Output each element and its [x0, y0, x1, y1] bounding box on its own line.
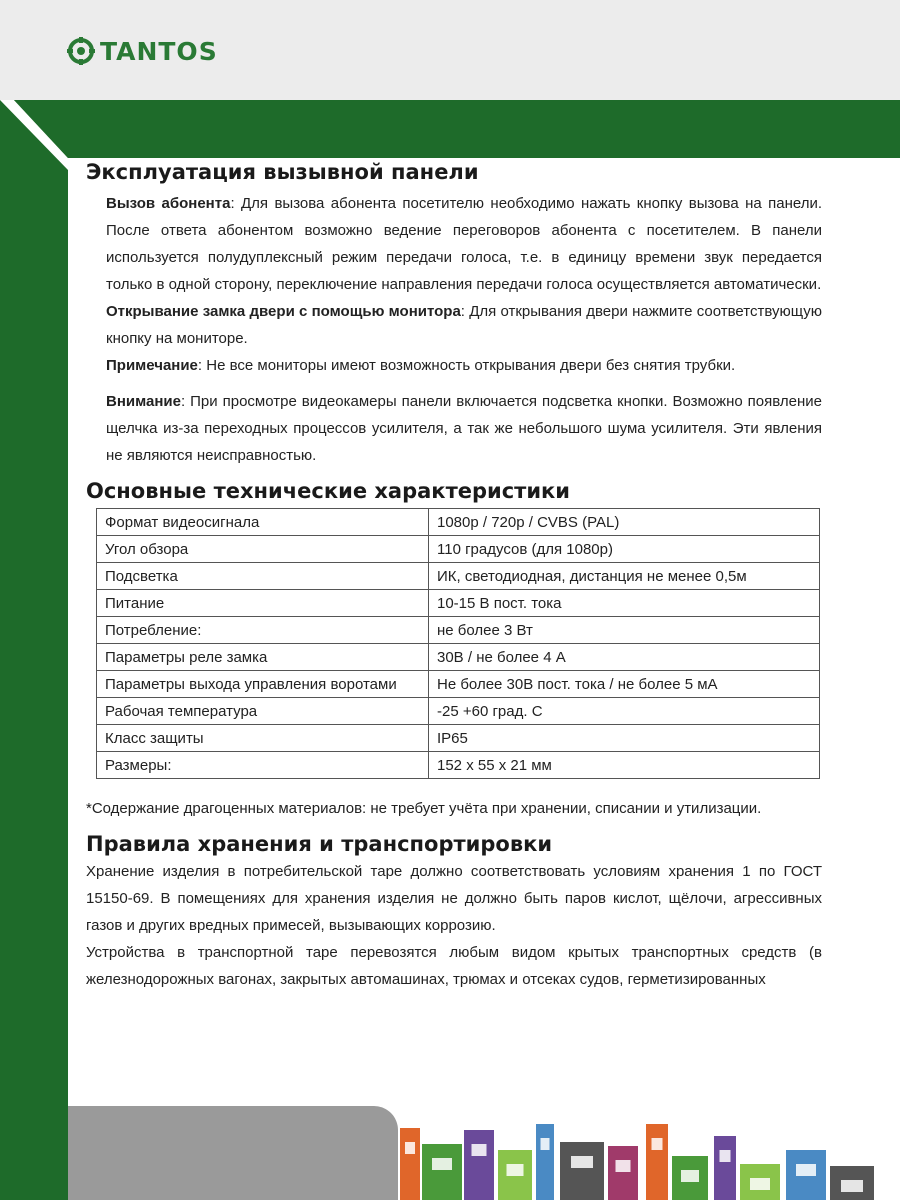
section-title-operation: Эксплуатация вызывной панели — [86, 160, 479, 184]
precious-metals-note: *Содержание драгоценных материалов: не требует учёта при хранении, списании и утилизации. — [86, 800, 762, 817]
paragraph-unlock — [86, 298, 822, 352]
building-shape — [422, 1144, 462, 1200]
text-note: : Не все мониторы имеют возможность открывания двери без снятия трубки. — [197, 357, 736, 374]
spec-row — [97, 725, 820, 752]
building-window — [541, 1138, 550, 1150]
spec-row — [97, 590, 820, 617]
spec-name: Угол обзора — [97, 536, 429, 563]
document-content — [86, 160, 822, 993]
spec-value: не более 3 Вт — [429, 617, 820, 644]
spec-row — [97, 617, 820, 644]
paragraph-attention — [86, 388, 822, 469]
building-shape — [608, 1146, 638, 1200]
spec-value: Не более 30В пост. тока / не более 5 мА — [429, 671, 820, 698]
specs-table — [96, 508, 820, 779]
spec-row — [97, 671, 820, 698]
footer-buildings-illustration — [400, 1106, 900, 1200]
building-shape — [560, 1142, 604, 1200]
building-shape — [646, 1124, 668, 1200]
spec-row — [97, 563, 820, 590]
building-window — [652, 1138, 663, 1150]
spec-row — [97, 644, 820, 671]
spec-row — [97, 752, 820, 779]
building-window — [796, 1164, 816, 1176]
paragraph-storage: Хранение изделия в потребительской таре должно соответствовать условиям хранения 1 по ГОСТ 15150-69. В помещениях для хранения изделия не должно быть паров кислот, щёлочи, агрессивных газов и других вредных примесей, вызывающих коррозию. — [86, 863, 822, 934]
label-unlock: Открывание замка двери с помощью монитора — [106, 303, 461, 320]
spec-value: 152 х 55 х 21 мм — [429, 752, 820, 779]
text-attention: : При просмотре видеокамеры панели включается подсветка кнопки. Возможно появление щелчка из-за переходных процессов усилителя, а так же небольшого шума усилителя. Эти явления не являются неисправностью. — [106, 393, 822, 464]
spec-name: Параметры выхода управления воротами — [97, 671, 429, 698]
building-window — [681, 1170, 699, 1182]
spec-name: Рабочая температура — [97, 698, 429, 725]
paragraph-transport: Устройства в транспортной таре перевозятся любым видом крытых транспортных средств (в железнодорожных вагонах, закрытых автомашинах, трюмах и отсеках судов, герметизированных — [86, 944, 822, 988]
spec-name: Питание — [97, 590, 429, 617]
spec-row — [97, 698, 820, 725]
spec-name: Потребление: — [97, 617, 429, 644]
spec-name: Подсветка — [97, 563, 429, 590]
spec-value: 30В / не более 4 А — [429, 644, 820, 671]
label-call: Вызов абонента — [106, 195, 231, 212]
spec-name: Класс защиты — [97, 725, 429, 752]
building-shape — [536, 1124, 554, 1200]
label-attention: Внимание — [106, 393, 181, 410]
building-window — [841, 1180, 863, 1192]
building-window — [405, 1142, 415, 1154]
spec-name: Размеры: — [97, 752, 429, 779]
text-unlock: : Для открывания двери нажмите соответствующую кнопку на мониторе. — [106, 303, 822, 347]
spec-value: -25 +60 град. С — [429, 698, 820, 725]
building-window — [571, 1156, 593, 1168]
section-title-specs: Основные технические характеристики — [86, 479, 571, 503]
spec-value: IP65 — [429, 725, 820, 752]
spec-value: 110 градусов (для 1080p) — [429, 536, 820, 563]
building-shape — [714, 1136, 736, 1200]
paragraph-call — [86, 190, 822, 298]
label-note: Примечание — [106, 357, 198, 374]
building-shape — [464, 1130, 494, 1200]
paragraph-note — [86, 352, 822, 379]
building-window — [507, 1164, 524, 1176]
tantos-logo — [66, 36, 218, 66]
building-window — [472, 1144, 487, 1156]
spec-value: ИК, светодиодная, дистанция не менее 0,5м — [429, 563, 820, 590]
building-window — [750, 1178, 770, 1190]
building-window — [720, 1150, 731, 1162]
building-window — [432, 1158, 452, 1170]
building-shape — [400, 1128, 420, 1200]
footer-gray-block — [68, 1106, 398, 1200]
spec-value: 10-15 В пост. тока — [429, 590, 820, 617]
spec-name: Параметры реле замка — [97, 644, 429, 671]
spec-value: 1080p / 720p / CVBS (PAL) — [429, 509, 820, 536]
spec-row — [97, 536, 820, 563]
section-title-storage: Правила хранения и транспортировки — [86, 832, 553, 856]
tantos-logo-icon — [66, 36, 96, 66]
building-window — [616, 1160, 631, 1172]
text-call: : Для вызова абонента посетителю необходимо нажать кнопку вызова на панели. После ответа абонентом возможно ведение переговоров абонента с посетителем. В панели используется полудуплексный режим передачи голоса, т.е. в единицу времени звук передается только в одной сторону, переключение направления передачи голоса осуществляется автоматически. — [106, 195, 822, 293]
spec-row — [97, 509, 820, 536]
spec-name: Формат видеосигнала — [97, 509, 429, 536]
logo-text: TANTOS — [100, 36, 218, 66]
